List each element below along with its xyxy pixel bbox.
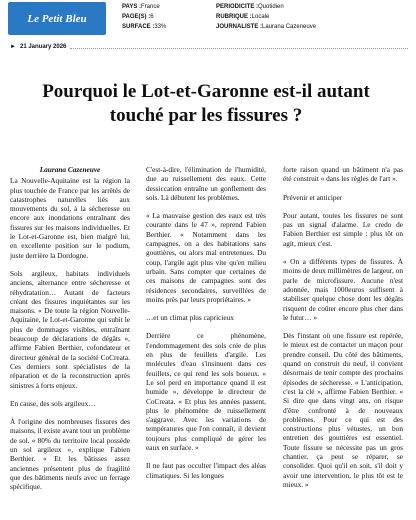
periodicity-line: PERIODICITE :Quotidien xyxy=(216,4,284,10)
paragraph: La Nouvelle-Aquitaine est la région la plus touchée de France par les arrêtés de catastrophes naturelles liés aux mouvements du sol, à la sécheresse ou encore aux inondations entraînant des fissures sur les maisons individuelles. Et le Lot-et-Garonne est, bien malgré lui, en excellente position sur le podium, juste derrière la Dordogne. xyxy=(10,176,130,260)
arrow-icon: ► xyxy=(10,44,16,50)
paragraph: forte raison quand un bâtiment n'a pas été construit « dans les règles de l'art ». xyxy=(283,165,403,184)
paragraph: Derrière ce phénomène, l'endommagement des sols crée de plus en plus de feuillets d'argile. Les molécules d'eau s'insinuent dans ces feuillets, ce qui rend les sols boueux. « Le sol perd en importance quand il est humide », développe le directeur de CoCreata. « Et plus les années passent, plus le phénomène de ruissellement s'aggrave. Avec les variations de températures que l'on connaît, il devient toujours plus compliqué de gérer les eaux en surface. » xyxy=(146,331,266,453)
newspaper-logo xyxy=(8,2,106,35)
journalist-line: JOURNALISTE :Laurana Cazeneuve xyxy=(216,24,317,30)
paragraph: À l'origine des nombreuses fissures des maisons, il existe avant tout un problème de sol. « 80% du territoire local possède un sol argileux », explique Fabien Berthier. « Et les bâtisses assez anciennes présentent plus de fragilité que des bâtiments neufs avec un ferrage spécifique. xyxy=(10,417,130,492)
publication-date: 21 January 2026 xyxy=(20,44,67,50)
divider xyxy=(70,48,408,49)
article-column-3 xyxy=(283,165,403,498)
article-title: Pourquoi le Lot-et-Garonne est-il autant touché par les fissures ? xyxy=(42,81,370,126)
date-bar xyxy=(10,44,408,54)
author-byline: Laurana Cazeneuve xyxy=(39,165,101,174)
section-line: RUBRIQUE :Locale xyxy=(216,14,270,20)
press-header xyxy=(0,0,416,40)
article-column-1 xyxy=(10,165,130,501)
paragraph: Sols argileux, habitats individuels anciens, alternance entre sécheresse et réhydratation… Autant de facteurs créant des fissures inquiétantes sur les maisons. « De toute la région Nouvelle-Aquitaine, le Lot-et-Garonne qui subit le plus de dommages visibles, entraînant beaucoup de déclarations de dégâts », affirme Fabien Berthier, cofondateur et directeur général de la société CoCreata. Ces derniers sont spécialistes de la réparation et de la reconstruction après sinistres à forts enjeux. xyxy=(10,268,130,390)
pages-line: PAGE(S) :6 xyxy=(122,14,154,20)
subheading: …et un climat plus capricieux xyxy=(146,313,234,323)
paragraph: « La mauvaise gestion des eaux est très courante dans le 47 », reprend Fabien Berthier. « Notamment dans les campagnes, on a des habitations sans gouttières, ou alors mal entretenues. Du coup, l'argile agit plus vite qu'en milieu urbain. Sans compter que certaines de ces maisons de campagnes sont des résidences secondaires, surveillées de moins près par leurs propriétaires. » xyxy=(146,211,266,304)
paragraph: Pour autant, toutes les fissures ne sont pas un signal d'alarme. Le credo de Fabien Berthier est simple : plus tôt on agit, mieux c'est. xyxy=(283,210,403,248)
paragraph: « On a différents types de fissures. À moins de deux millimètres de largeur, on parle de microfissure. Aucune n'est adonnée, mais 1000euros suffisent à stabiliser quelque chose dont les dégâts risquent de coûter encore plus cher dans le futur… » xyxy=(283,257,403,322)
paragraph: C'est-à-dire, l'élimination de l'humidité, due au ruissellement des eaux. Cette dessiccation entraîne un gonflement des sols. Là débutent les problèmes. xyxy=(146,165,266,202)
country-line: PAYS :France xyxy=(122,4,160,10)
newspaper-logo-text: Le Petit Bleu xyxy=(27,12,87,25)
surface-line: SURFACE :33% xyxy=(122,24,167,30)
paragraph: Dès l'instant où une fissure est repérée, le mieux est de contacter un maçon pour prendre conseil. Du côté des bâtiments, quand on construit du neuf, il convient désormais de tenir compte des prochains épisodes de sécheresse. « L'anticipation, c'est la clé », affirme Fabien Berthier. « Si dire que dans vingt ans, on risque d'être confronté à de nouveaux problèmes. Pour ce qui est des constructions plus vétustes, un bon entretien des gouttières est essentiel. Toute fissure se nécessite pas un gros chantier, ça peut se réparer, se consolider. Quoi qu'il en soit, s'il doit y avoir une intervention, le plus tôt est le mieux. » xyxy=(283,331,403,489)
subheading: En cause, des sols argileux… xyxy=(10,398,96,408)
paragraph: Il ne faut pas occulter l'impact des aléas climatiques. Si les longues xyxy=(146,461,266,480)
subheading: Prévenir et anticiper xyxy=(283,192,343,202)
article-column-2 xyxy=(146,165,266,489)
